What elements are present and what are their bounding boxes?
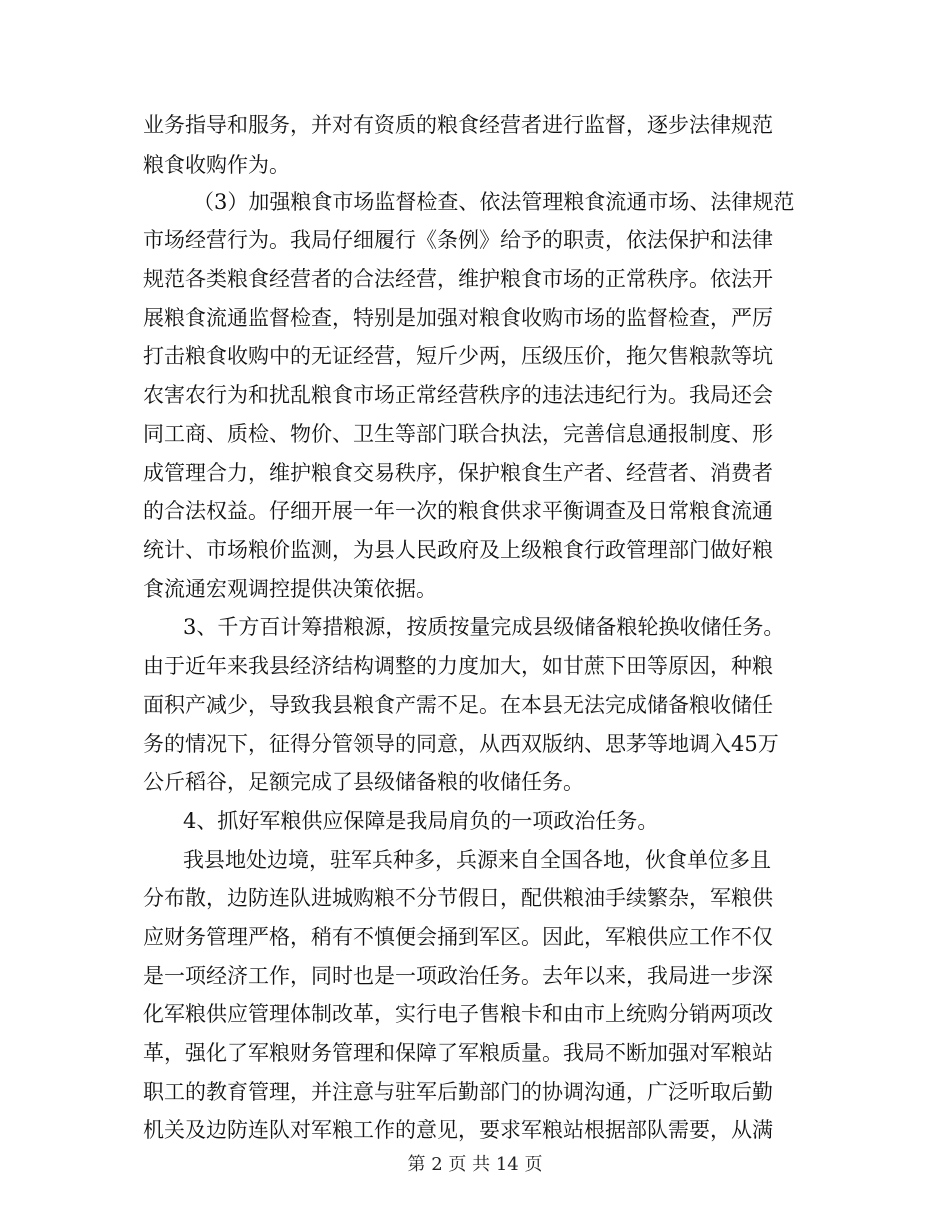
body-text-line: 职工的教育管理，并注意与驻军后勤部门的协调沟通，广泛听取后勤: [143, 1080, 773, 1104]
body-text-line: 应财务管理严格，稍有不慎便会捅到军区。因此，军粮供应工作不仅: [143, 925, 773, 949]
body-text-line: 市场经营行为。我局仔细履行《条例》给予的职责，依法保护和法律: [143, 228, 773, 252]
body-text-line: 我县地处边境，驻军兵种多，兵源来自全国各地，伙食单位多且: [183, 848, 771, 872]
body-text-line: 分布散，边防连队进城购粮不分节假日，配供粮油手续繁杂，军粮供: [143, 886, 773, 910]
body-text-line: 食流通宏观调控提供决策依据。: [143, 577, 437, 601]
body-text-line: 是一项经济工作，同时也是一项政治任务。去年以来，我局进一步深: [143, 964, 773, 988]
body-text-line: 化军粮供应管理体制改革，实行电子售粮卡和由市上统购分销两项改: [143, 1002, 773, 1026]
body-text-line: 成管理合力，维护粮食交易秩序，保护粮食生产者、经营者、消费者: [143, 461, 773, 485]
body-text-line: 务的情况下，征得分管领导的同意，从西双版纳、思茅等地调入45万: [143, 732, 779, 756]
body-text-line: 打击粮食收购中的无证经营，短斤少两，压级压价，拖欠售粮款等坑: [143, 344, 773, 368]
body-text-line: 展粮食流通监督检查，特别是加强对粮食收购市场的监督检查，严厉: [143, 306, 773, 330]
body-text-line: 4、抓好军粮供应保障是我局肩负的一项政治任务。: [183, 809, 659, 833]
body-text-line: 由于近年来我县经济结构调整的力度加大，如甘蔗下田等原因，种粮: [143, 654, 773, 678]
body-text-line: 规范各类粮食经营者的合法经营，维护粮食市场的正常秩序。依法开: [143, 267, 773, 291]
body-text-line: 机关及边防连队对军粮工作的意见，要求军粮站根据部队需要，从满: [143, 1118, 773, 1142]
body-text-line: 革，强化了军粮财务管理和保障了军粮质量。我局不断加强对军粮站: [143, 1041, 773, 1065]
body-text-line: 农害农行为和扰乱粮食市场正常经营秩序的违法违纪行为。我局还会: [143, 383, 773, 407]
body-text-line: 3、千方百计筹措粮源，按质按量完成县级储备粮轮换收储任务。: [183, 615, 785, 639]
body-text-line: 的合法权益。仔细开展一年一次的粮食供求平衡调查及日常粮食流通: [143, 499, 773, 523]
body-text-line: 统计、市场粮价监测，为县人民政府及上级粮食行政管理部门做好粮: [143, 538, 773, 562]
body-text-line: 粮食收购作为。: [143, 153, 290, 177]
body-text-line: 面积产减少，导致我县粮食产需不足。在本县无法完成储备粮收储任: [143, 693, 773, 717]
page-footer: 第 2 页 共 14 页: [407, 1154, 543, 1175]
body-text-line: 业务指导和服务，并对有资质的粮食经营者进行监督，逐步法律规范: [143, 113, 773, 137]
body-text-line: （3）加强粮食市场监督检查、依法管理粮食流通市场、法律规范: [193, 190, 795, 214]
body-text-line: 公斤稻谷，足额完成了县级储备粮的收储任务。: [143, 770, 584, 794]
body-text-line: 同工商、质检、物价、卫生等部门联合执法，完善信息通报制度、形: [143, 422, 773, 446]
